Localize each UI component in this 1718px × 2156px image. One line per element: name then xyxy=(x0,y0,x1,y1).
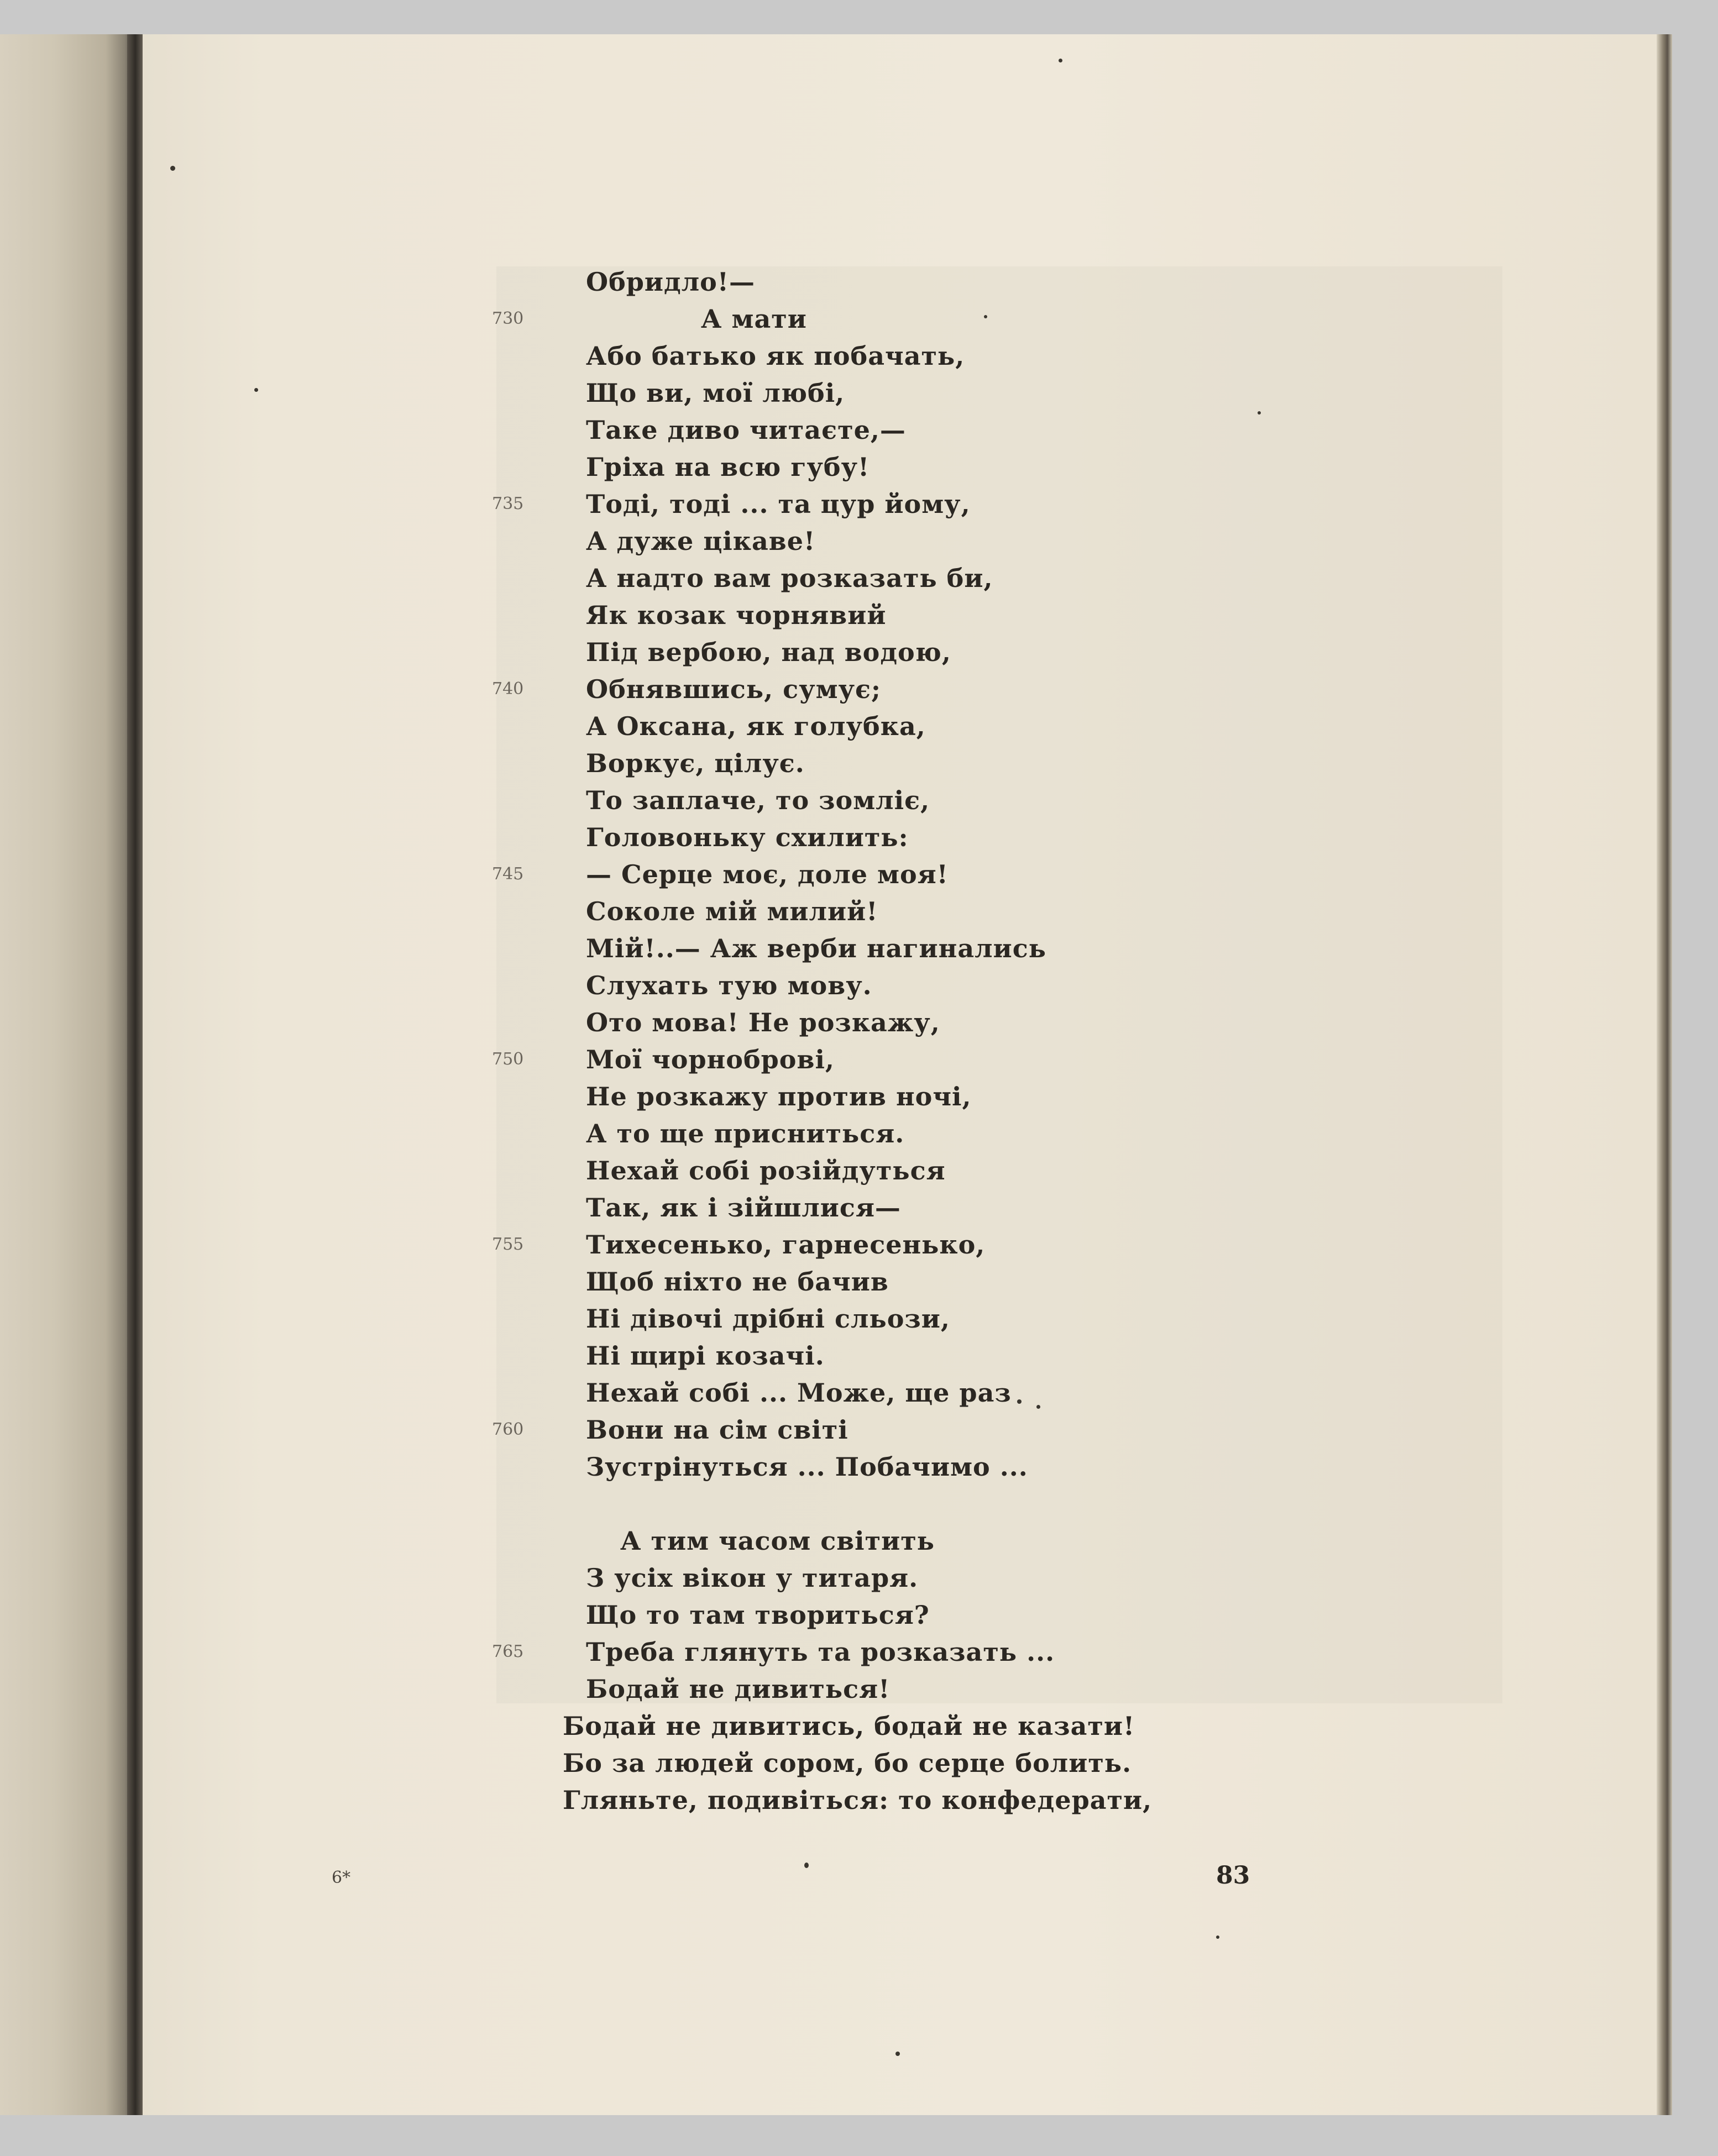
verse-line: Гляньте, подивіться: то конфедерати, xyxy=(563,1785,1153,1815)
verse-line: А тим часом світить xyxy=(620,1526,935,1556)
line-number: 740 xyxy=(492,679,524,699)
dust-speck xyxy=(170,166,175,171)
verse-line: Так, як і зійшлися— xyxy=(586,1193,901,1223)
verse-line: Мій!..— Аж верби нагинались xyxy=(586,933,1046,963)
verse-line: Що ви, мої любі, xyxy=(586,378,845,408)
verse-line: А мати xyxy=(701,304,807,334)
line-number: 735 xyxy=(492,494,524,513)
verse-line: Під вербою, над водою, xyxy=(586,637,951,667)
verse-line: А то ще присниться. xyxy=(586,1119,905,1148)
verse-line: Щоб ніхто не бачив xyxy=(586,1267,889,1297)
verse-line: Тихесенько, гарнесенько, xyxy=(586,1230,986,1260)
dust-speck xyxy=(1036,1405,1040,1409)
line-number: 755 xyxy=(492,1235,524,1254)
verse-line: Обнявшись, сумує; xyxy=(586,674,882,704)
verse-line: А Оксана, як голубка, xyxy=(586,711,926,741)
printer-signature: 6* xyxy=(332,1868,351,1887)
verse-line: Соколе мій милий! xyxy=(586,896,878,926)
verse-line: Бодай не дивиться! xyxy=(586,1674,891,1704)
verse-line: Гріха на всю губу! xyxy=(586,452,870,482)
verse-line: Ні щирі козачі. xyxy=(586,1341,825,1371)
verse-line: З усіх вікон у титаря. xyxy=(586,1563,919,1593)
verse-line: Вони на сім світі xyxy=(586,1415,848,1445)
verse-line: Нехай собі розійдуться xyxy=(586,1156,946,1185)
verse-line: Як козак чорнявий xyxy=(586,600,887,630)
line-number: 760 xyxy=(492,1420,524,1439)
verse-line: Головоньку схилить: xyxy=(586,822,909,852)
dust-speck xyxy=(254,388,258,392)
verse-line: Зустрінуться ... Побачимо ... xyxy=(586,1452,1028,1482)
poem-text xyxy=(0,34,1672,2115)
verse-line: А дуже цікаве! xyxy=(586,526,816,556)
line-number: 745 xyxy=(492,864,524,884)
verse-line: Тоді, тоді ... та цур йому, xyxy=(586,489,971,519)
verse-line: Що то там твориться? xyxy=(586,1600,930,1630)
line-number: 730 xyxy=(492,309,524,328)
verse-line: Треба глянуть та розказать ... xyxy=(586,1637,1055,1667)
dust-speck xyxy=(1216,1935,1219,1939)
scanned-book-spread xyxy=(0,34,1672,2115)
verse-line: Бодай не дивитись, бодай не казати! xyxy=(563,1711,1135,1741)
dust-speck xyxy=(1017,1399,1022,1404)
verse-line: Обридло!— xyxy=(586,267,756,297)
verse-line: Нехай собі ... Може, ще раз xyxy=(586,1378,1012,1408)
verse-line: А надто вам розказать би, xyxy=(586,563,993,593)
verse-line: То заплаче, то зомліє, xyxy=(586,785,930,815)
verse-line: — Серце моє, доле моя! xyxy=(586,859,949,889)
verse-line: Воркує, цілує. xyxy=(586,748,805,778)
dust-speck xyxy=(895,2052,900,2056)
page-number: 83 xyxy=(1216,1861,1250,1890)
verse-line: Або батько як побачать, xyxy=(586,341,965,371)
verse-line: Слухать тую мову. xyxy=(586,971,872,1000)
line-number: 750 xyxy=(492,1050,524,1069)
dust-speck xyxy=(1059,59,1062,62)
verse-line: Ні дівочі дрібні сльози, xyxy=(586,1304,950,1334)
dust-speck xyxy=(1258,411,1261,415)
dust-speck xyxy=(984,315,987,318)
verse-line: Бо за людей сором, бо серце болить. xyxy=(563,1748,1132,1778)
verse-line: Мої чорноброві, xyxy=(586,1045,835,1074)
dust-speck xyxy=(804,1863,809,1868)
verse-line: Таке диво читаєте,— xyxy=(586,415,906,445)
verse-line: Ото мова! Не розкажу, xyxy=(586,1008,940,1037)
line-number: 765 xyxy=(492,1642,524,1661)
verse-line: Не розкажу против ночі, xyxy=(586,1082,972,1111)
